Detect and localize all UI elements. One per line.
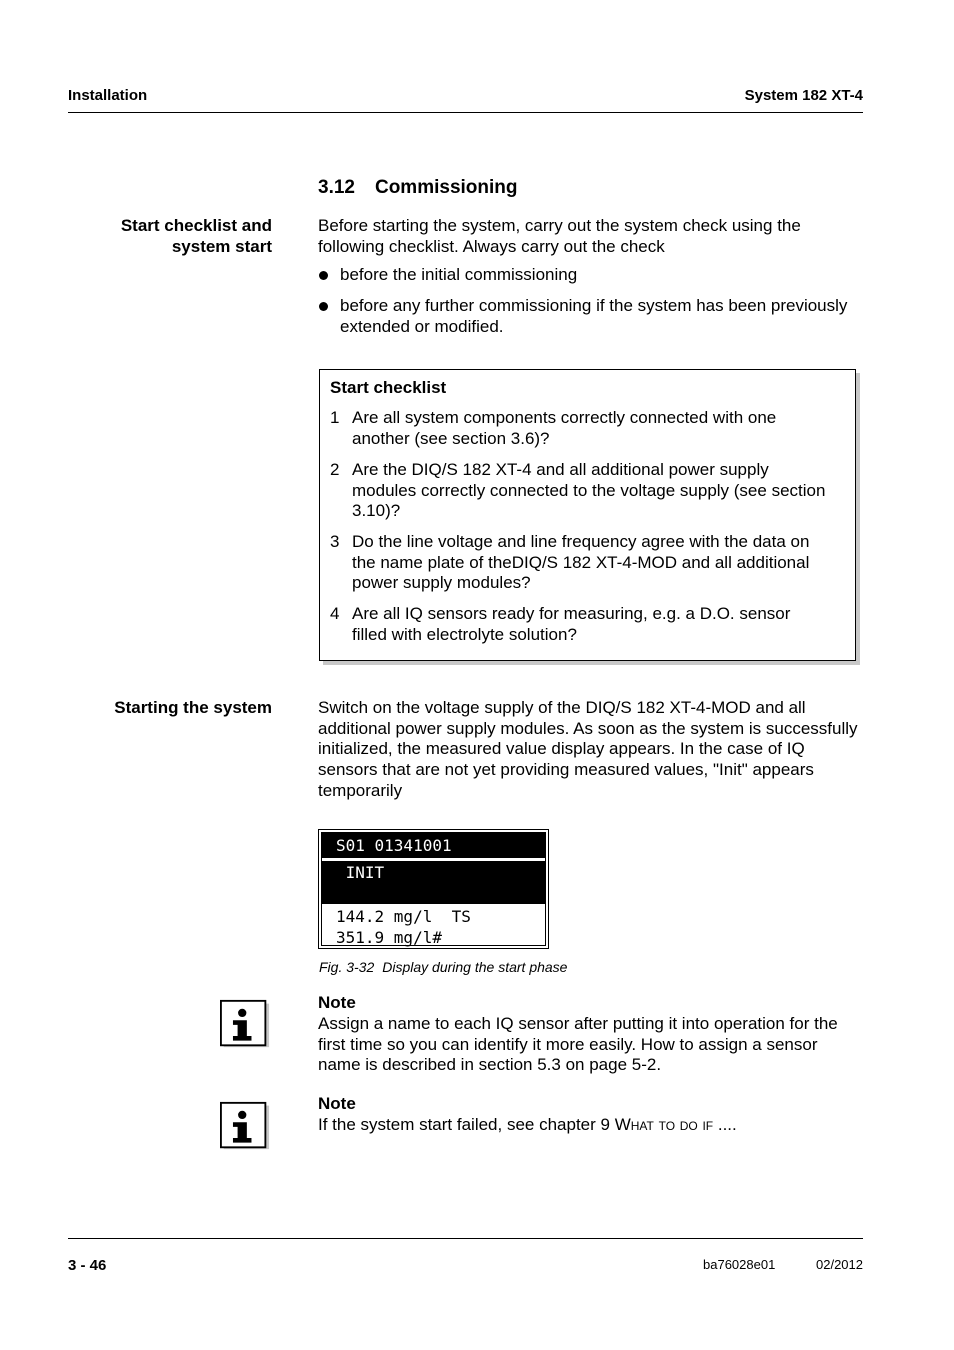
document-date: 02/2012 bbox=[816, 1257, 863, 1272]
lcd-line-value2: 351.9 mg/l# bbox=[336, 928, 442, 947]
header-chapter: Installation bbox=[68, 87, 148, 104]
document-id: ba76028e01 bbox=[703, 1257, 776, 1272]
chapter-reference-link[interactable]: What to do if bbox=[614, 1115, 714, 1134]
bullet-dot-icon bbox=[319, 271, 328, 280]
figure-caption: Fig. 3-32 Display during the start phase bbox=[319, 959, 568, 975]
checklist-item: 3 Do the line voltage and line frequency agree with the data on the name plate of theDIQ/S 182 XT-4-MOD and all additional power supply modules? bbox=[330, 532, 810, 593]
section-number: 3.12 bbox=[318, 177, 355, 198]
bullet-item: before the initial commissioning bbox=[318, 265, 863, 286]
header-product: System 182 XT-4 bbox=[744, 87, 863, 104]
checklist-title: Start checklist bbox=[330, 378, 447, 397]
header-rule bbox=[68, 112, 863, 113]
side-label-start-checklist: Start checklist and system start bbox=[120, 216, 272, 256]
start-checklist-box bbox=[319, 369, 856, 661]
note-text: Assign a name to each IQ sensor after putting it into operation for the first time so you can identify it more easily. How to assign a sensor name is described in section 5.3 on page 5-2. bbox=[318, 1014, 838, 1075]
intro-paragraph: Before starting the system, carry out the system check using the following checklist. Always carry out the check bbox=[318, 216, 801, 256]
section-title: Commissioning bbox=[374, 177, 518, 198]
bullet-dot-icon bbox=[319, 302, 328, 311]
info-icon bbox=[220, 999, 270, 1054]
lcd-line-value1: 144.2 mg/l TS bbox=[336, 907, 471, 926]
info-icon bbox=[220, 1101, 270, 1156]
checklist-item: 1 Are all system components correctly connected with one another (see section 3.6)? bbox=[330, 408, 777, 448]
bullet-item: before any further commissioning if the system has been previously extended or modified. bbox=[318, 296, 863, 337]
note-text: If the system start failed, see chapter 9 What to do if .... bbox=[318, 1115, 737, 1134]
note-title: Note bbox=[318, 1094, 356, 1113]
checklist-item: 2 Are the DIQ/S 182 XT-4 and all additional power supply modules correctly connected to the voltage supply (see section 3.10)? bbox=[330, 460, 826, 521]
footer-rule bbox=[68, 1238, 863, 1239]
page-number: 3 - 46 bbox=[68, 1257, 107, 1274]
lcd-line-sensor: S01 01341001 bbox=[336, 836, 452, 855]
starting-system-paragraph: Switch on the voltage supply of the DIQ/S 182 XT-4-MOD and all additional power supply modules. As soon as the system is successfully initialized, the measured value display appears. In the case of IQ sensors that are not yet providing measured values, "Init" appears temporarily bbox=[318, 698, 858, 800]
section-heading bbox=[318, 177, 518, 199]
lcd-line-init: INIT bbox=[336, 863, 385, 882]
checklist-item: 4 Are all IQ sensors ready for measuring, e.g. a D.O. sensor filled with electrolyte solution? bbox=[330, 604, 791, 644]
lcd-display bbox=[318, 829, 549, 949]
side-label-starting-system: Starting the system bbox=[114, 698, 272, 717]
note-title: Note bbox=[318, 993, 356, 1012]
